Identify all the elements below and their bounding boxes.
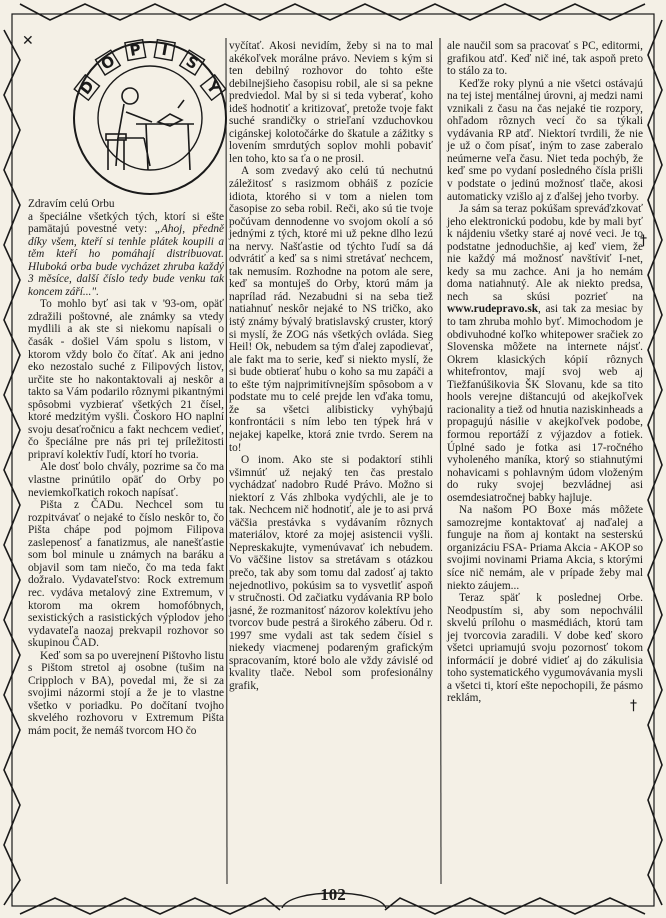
logo-letter-p: P — [128, 40, 143, 60]
greeting: Zdravím celú Orbu — [28, 198, 115, 210]
quoted-text: „Ahoj, předně díky všem, kteří si tenhle plátek koupili a těm kteří ho pomáhají distribuovat. Hluboká orba bude vycházet zhruba každý 3 měsíce, další číslo tedy bude venku tak koncem září...". — [28, 223, 225, 298]
logo-letter-i: I — [160, 40, 170, 60]
column-1 — [28, 198, 224, 738]
paragraph: Pišta z ČADu. Nechcel som tu rozpitvávať o nejaké to číslo neskôr to, čo Pišta chápe pod pojmom Filipova zaslepenosť a fanatizmus, ale nanešťastie som bol minule u známych na baráku a objavil som tam niečo, čo ma teda fakt dožralo. Vydavateľstvo: Rock extremum rec. vydáva metalový zine Extremum, v ktorom ma okrem homofóbnych, sexistických a rasistických výplodov jeho vydavateľa naozaj prekvapil rozhovor so skupinou ČAD. — [28, 499, 224, 650]
paragraph: O inom. Ako ste si podaktorí stihli všimnúť už nejaký ten čas prestalo vychádzať nadobro Rudé Právo. Možno si niektorí z Vás zhlboka vydýchli, ale je to tak. Nechcem nič hodnotiť, ale je to asi prvá väčšia prestávka s vydávaním rôznych materiálov, ktoré za mojej asistencii vyšli. Nepreskakujte, vymenúvavať ich nebudem. Vo väčšine listov sa stretávam s otázkou prečo, tak aby som tomu dal zadosť aj takto nejednotlivo, pokúsim sa to vysvetliť aspoň v stručnosti. Od začiatku vydávania RP bolo jasné, že rozmanitosť názorov kolektívu jeho tvorcov bude pestrá a širokého záberu. Od r. 1997 sme vydali ast tak sedem čísiel s niekedy viacmenej podareným grafickým spracovaním, ktoré bolo ale vždy závislé od kvality tlače. Nebol som profesionálny grafik, — [229, 454, 433, 692]
svg-text:†: † — [640, 233, 647, 249]
logo-letter-d: D — [75, 77, 98, 98]
logo-letter-o: O — [97, 51, 119, 74]
paragraph: Na našom PO Boxe más môžete samozrejme kontaktovať aj naďalej a funguje na ňom aj kontakt na sesterskú organizáciu FSA- Priama Akcia - AKOP so svojimi novinami Priama Akcia, s ktorými síce nič nemám, ale v prípade žeby mal niekto záujem... — [447, 504, 643, 592]
paragraph: Ale dosť bolo chvály, pozrime sa čo ma vlastne prinútilo opäť do Orby po neviemkoľkatich rokoch napísať. — [28, 461, 224, 499]
paragraph-text: , asi tak za mesiac by to tam zhruba mohlo byť. Mimochodom je obdivuhodné koľko whitepower sračiek zo Slovenska môžete na internete nájsť. Okrem klasických kópií rôznych whitefrontov, mají svoj web aj Tiežfanúšikovia ŠK Slovanu, kde sa tito hools verejne dištancujú od akejkoľvek racionality a tiež od hnutia naziskinheads a propagujú násilie v akejkoľvek podobe, formou reportáží z výjazdov a fotiek. Úplné sado je fotka asi 17-ročného vyholeného maníka, ktorý so stiahnutými nohavicami s pohlavným údom vloženým do ruky svojej bezvládnej asi osemdesiatročnej babky hajluje. — [447, 303, 643, 504]
svg-text:†: † — [630, 698, 637, 714]
intro-text: a špeciálne všetkých tých, ktorí si ešte pamätajú povestné vety: — [28, 210, 224, 236]
logo-letter-s: S — [182, 52, 202, 74]
paragraph — [447, 203, 643, 504]
paragraph: Keď som sa po uverejnení Pištovho listu s Pištom stretol aj osobne (tušim na Cripploch v BA), povedal mi, že si za svojimi názormi stojí a že je to vlastne všetko v poriadku. Po dočítaní tvojho skvelého rozhovoru v Extremum Pišta mám pocit, že nemáš tvorcom HO čo — [28, 649, 224, 737]
dopisy-logo — [66, 38, 234, 198]
column-3 — [447, 40, 643, 705]
paragraph-text: Ja sám sa teraz pokúšam spreváďzkovať jeho elektronickú podobu, kde by mali byť k nájdeniu všetky staré aj nové veci. Je to podstatne jednoduchšie, aj keď viem, že nie každý má možnosť navštíviť I-net, kedy sa mu zachce. Ani ja ho nemám doma natiahnutý. Ale ak niekto predsa, nech sa skúsi pozrieť na — [447, 203, 643, 303]
website-link[interactable]: www.rudepravo.sk — [447, 303, 539, 316]
paragraph: vyčítať. Akosi nevidím, žeby si na to mal akékoľvek morálne právo. Neviem s kým si ten debilný rozhovor do tohto ešte debilnejšieho časopisu robil, ale si sa pekne predviedol. Mal by si si teda vyberať, koho ideš hodnotiť a kritizovať, pretože tvoje fakt suché srandičky o strieľaní vzduchovkou cigánskej kolotočárke do škatule a zážitky s lovením smrdutých soplov mohli pobaviť len toho, kto sa ťa o ne prosil. — [229, 40, 433, 165]
page-number: 102 — [320, 885, 346, 904]
logo-letter-y: Y — [202, 77, 224, 98]
paragraph: To mohlo byť asi tak v '93-om, opäť zdražili poštovné, ale známky sa vtedy mydlili a ak ste si niekomu napísali o časák - došiel Vám spolu s listom, v ktorom vždy bolo čo čítať. Ak ani jedno eko nezostalo suché z Filipových listov, určite ste ho nakontaktovali aj neskôr a takto sa Vám podarilo rôznymi pikantnými spôsobmi vyzbierať všetkých 21 čísel, ktoré medzitým vyšli. Čoskoro HO naplní svoju desaťročnicu a fakt nechcem vedieť, čo špeciálne pre nás pri tej príležitosti pripraví kolektív ľudí, ktorí ho tvoria. — [28, 298, 224, 461]
paragraph: ale naučil som sa pracovať s PC, editormi, grafikou atď. Keď nič iné, tak aspoň preto to stálo za to. — [447, 40, 643, 78]
paragraph: Teraz späť k poslednej Orbe. Neodpustím si, aby som nepochválil skvelú prílohu o masmédiách, ktorú tam jej tvorcovia zaradili. V dobe keď skoro všetci upriamujú svoju pozornosť tokom informácií je dobré vidieť aj do zákulisia toho systematického vygumovávania mysli a všetci ti, ktorí ešte nepochopili, že pásmo reklám, — [447, 592, 643, 705]
writer-illustration — [106, 88, 194, 170]
column-2 — [229, 40, 433, 692]
paragraph: A som zvedavý ako celú tú nechutnú záležitosť s rasizmom obháiš z pozície idiota, ktorého si v tom a nielen tom časopise zo seba robil. Reči, ako sú tie tvoje počúvam dennodenne vo svojom okolí a só jednými z tých, ktoré mi už pekne dlho lezú na nervy. Našťastie od týchto ľudí sa dá odvrátiť a keď sa s nimi stretávať nechcem, tak nemusím. Rozhodne na potom ale sere, keď sa montuješ do Orby, ktorú mám ja naprílad rád. Nezabudni si na seba tiež natiahnuť neskôr nejaké to NS tričko, ako istý známy bývalý bratislavský cruster, ktorý si myslí, že ZOG nás všetkých ovláda. Sieg Heil! Ok, nebudem sa tým ďalej zapodievať, ale fakt ma to serie, keď si niekto myslí, že si bude obtierať hubu o koho sa mu zapáči a to ešte tým najprimitívnejším spôsobom a v podstate mu to celé prejde len vďaka tomu, že sa všetci alibisticky vyhýbajú konfrontácii s ním lebo ten týpek hrá v nejakej kapelke, ktorá znie tvrdo. Serem na to! — [229, 165, 433, 454]
svg-text:✕: ✕ — [22, 33, 34, 49]
paragraph — [28, 211, 224, 299]
paragraph: Keďže roky plynú a nie všetci ostávajú na tej istej mentálnej úrovni, aj medzi nami vznikali z času na čas nejaké tie rozpory, ohľadom rôznych vecí čo sa týkali vydávania RP atď. Niektorí tvrdili, že nie je už o čom písať, iným to zase zaberalo neúmerne veľa času. Niet teda pochýb, že keď sme po vydaní posledného čísla prišli v podstate o jedinú možnosť tlače, akosi automaticky vzišlo aj z ďalšej jeho tvorby. — [447, 77, 643, 203]
